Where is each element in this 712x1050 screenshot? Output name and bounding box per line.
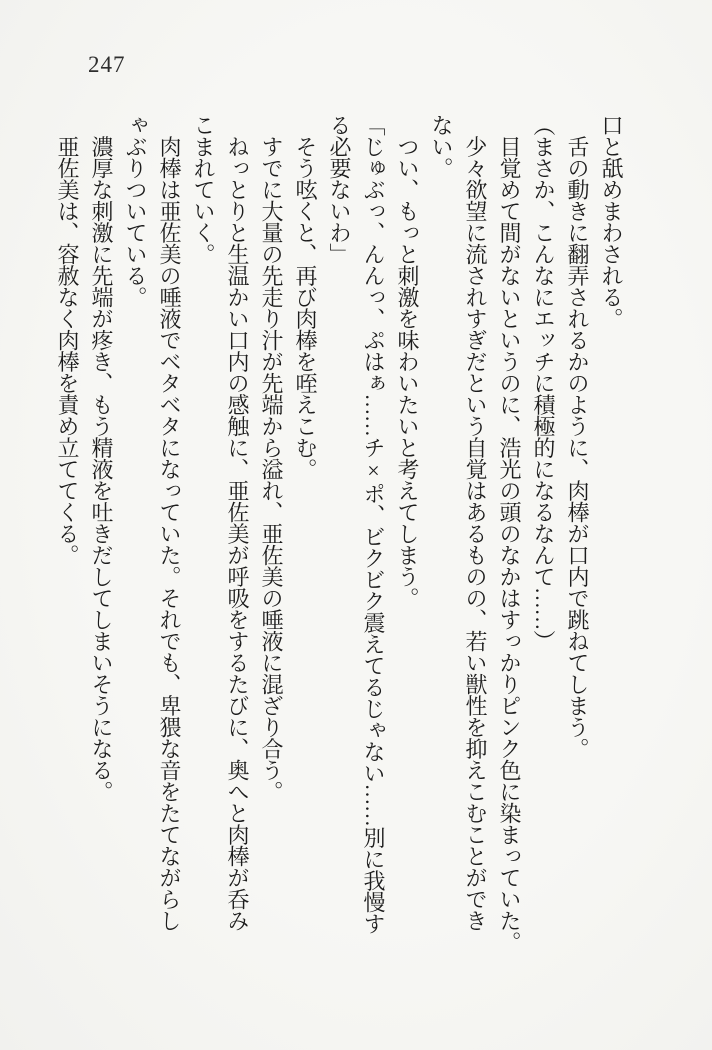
text-line: こまれていく。	[191, 114, 216, 265]
text-line: 亜佐美は、容赦なく肉棒を責め立ててくる。	[55, 114, 80, 566]
text-line: 口と舐めまわされる。	[599, 114, 624, 329]
text-line: る必要ないわ」	[327, 114, 352, 265]
body-text	[50, 114, 628, 972]
text-line: すでに大量の先走り汁が先端から溢れ、亜佐美の唾液に混ざり合う。	[259, 114, 284, 802]
text-line: 濃厚な刺激に先端が疼き、もう精液を吐きだしてしまいそうになる。	[89, 114, 114, 802]
text-line: 舌の動きに翻弄されるかのように、肉棒が口内で跳ねてしまう。	[565, 114, 590, 759]
text-line: 肉棒は亜佐美の唾液でベタベタになっていた。それでも、卑猥な音をたてながらし	[157, 114, 182, 931]
text-line: つい、もっと刺激を味わいたいと考えてしまう。	[395, 114, 420, 609]
text-line: （まさか、こんなにエッチに積極的になるなんて……）	[531, 114, 556, 652]
page-number: 247	[88, 52, 126, 77]
text-line: 少々欲望に流されすぎだという自覚はあるものの、若い獣性を抑えこむことができ	[463, 114, 488, 931]
text-line: ない。	[429, 114, 454, 179]
text-line: そう呟くと、再び肉棒を咥えこむ。	[293, 114, 318, 480]
text-line: ゃぶりついている。	[123, 114, 148, 308]
text-line: ねっとりと生温かい口内の感触に、亜佐美が呼吸をするたびに、奥へと肉棒が呑み	[225, 114, 250, 931]
text-line: 目覚めて間がないというのに、浩光の頭のなかはすっかりピンク色に染まっていた。	[497, 114, 522, 953]
text-line: 「じゅぶっ、んんっ、ぷはぁ……チ×ポ、ビクビク震えてるじゃない……別に我慢す	[361, 114, 386, 934]
